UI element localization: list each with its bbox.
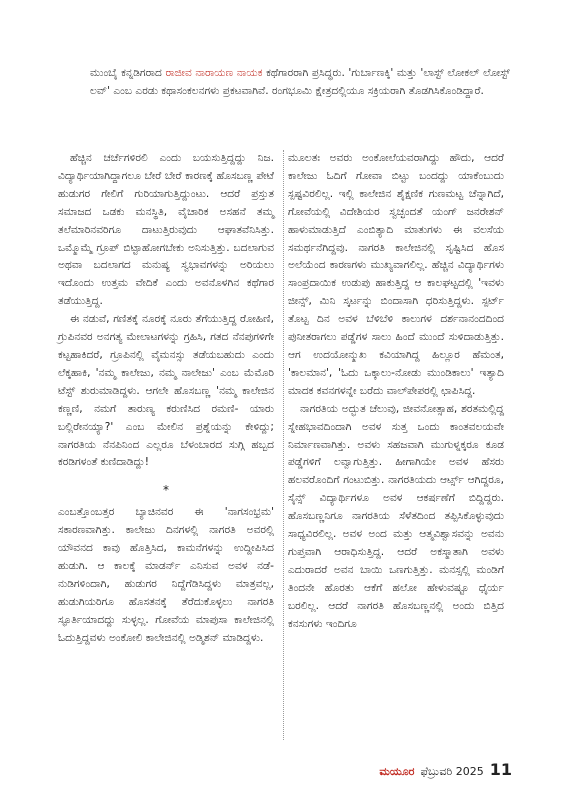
paragraph: ಎಂಬತ್ತೊಂಬತ್ತರ ಬ್ಯಾಚಿನವರ ಈ 'ನಾಗಸಂಭ್ರಮ' ಸಕಾರಣವಾಗಿತ್ತು. ಕಾಲೇಜು ದಿನಗಳಲ್ಲಿ ನಾಗರತಿ ಅವರಲ್ಲಿ ಯೌವನದ ಕಾವು ಹೊತ್ತಿಸಿದ, ಕಾಮನೆಗಳನ್ನು ಉದ್ದೀಪಿಸಿದ ಹುಡುಗಿ. ಆ ಕಾಲಕ್ಕೆ ಮಾಡರ್ನ್ ಎನಿಸುವ ಅವಳ ನಡೆ-ನುಡಿಗಳಿಂದಾಗಿ, ಹುಡುಗರ ನಿದ್ದೆಗೆಡಿಸಿದ್ದಳು ಮಾತ್ರವಲ್ಲ, ಹುಡುಗಿಯರಿಗೂ ಹೊಸತನಕ್ಕೆ ತೆರೆದುಕೊಳ್ಳಲು ನಾಗರತಿ ಸ್ಫೂರ್ತಿಯಾದದ್ದು ಸುಳ್ಳಲ್ಲ. ಗೋವೆಯ ಮಾಪುಸಾ ಕಾಲೇಜಿನಲ್ಲಿ ಓದುತ್ತಿದ್ದವಳು ಅಂಕೋಲಿ ಕಾಲೇಜಿನಲ್ಲಿ ಅಡ್ಮಿಶನ್ ಮಾಡಿದ್ದಳು. (58, 506, 274, 644)
left-column (58, 150, 274, 647)
intro-text-before: ಮುಂಬೈ ಕನ್ನಡಿಗರಾದ (90, 67, 166, 79)
author-name: ರಾಜೀವ ನಾರಾಯಣ ನಾಯಕ (165, 67, 263, 79)
right-column (288, 150, 504, 633)
issue-date: ಫೆಬ್ರುವರಿ 2025 (420, 765, 484, 778)
magazine-logo: ಮಯೂರ (379, 765, 415, 778)
column-divider (283, 150, 284, 740)
paragraph: ಈ ನಡುವೆ, ಗಣಿತಕ್ಕೆ ನೂರಕ್ಕೆ ನೂರು ತೆಗೆಯುತ್ತಿದ್ದ ರೋಹಿಣಿ, ಗ್ರುಪಿನವರ ಅನಗತ್ಯ ಮೇಲಾಟಗಳನ್ನು ಗ್ರಹಿಸಿ, ಗತದ ನೆನಪುಗಳಿಗೇ ಕಟ್ಟಹಾಕಿದರೆ, ಗ್ರೂಪಿನಲ್ಲಿ ವೈಮನಸ್ಸು ತಡೆಯಬಹುದು ಎಂದು ಲೆಕ್ಕಹಾಕಿ, 'ನಮ್ಮ ಕಾಲೇಜು, ನಮ್ಮ ನಾಲೇಜು' ಎಂಬ ಮೆಮೊರಿ ಟೆಸ್ಟ್ ಶುರುಮಾಡಿದ್ದಳು. ಆಗಲೇ ಹೊಸಬಣ್ಣ 'ನಮ್ಮ ಕಾಲೇಜಿನ ಕಣ್ಣಣಿ, ನಮಗೆ ತಾರುಣ್ಯ ಕರುಣಿಸಿದ ರಮಣಿ- ಯಾರು ಬಲ್ಲಿರೇನಯ್ಯಾ?' ಎಂಬ ಮೇಲಿನ ಪ್ರಶ್ನೆಯನ್ನು ಕೇಳಿದ್ದು; ನಾಗರತಿಯ ನೆನಪಿನಿಂದ ಎಲ್ಲರೂ ಬೆಳಂಬಾರದ ಸುಗ್ಗಿ ಹಬ್ಬದ ಕರಡಿಗಳಂತೆ ಕುಣಿದಾಡಿದ್ದು! (58, 313, 274, 469)
intro-text-after: ಕಥೆಗಾರರಾಗಿ ಪ್ರಸಿದ್ಧರು. 'ಗುರ್ಬಾಣಕ್ಕಿ' ಮತ್ತು 'ಲಾಸ್ಟ್ ಲೋಕಲ್ ಲೋಸ್ಟ್ ಲವ್' ಎಂಬ ಎರಡು ಕಥಾಸಂಕಲನಗಳು ಪ್ರಕಟವಾಗಿವೆ. ರಂಗಭೂಮಿ ಕ್ಷೇತ್ರದಲ್ಲಿಯೂ ಸಕ್ರಿಯರಾಗಿ ತೊಡಗಿಸಿಕೊಂಡಿದ್ದಾರೆ. (90, 67, 511, 97)
paragraph: ಮೂಲತಃ ಅವರು ಅಂಕೋಲೆಯವರಾಗಿದ್ದು ಹೌದು, ಆದರೆ ಕಾಲೇಜು ಓದಿಗೆ ಗೋವಾ ಬಿಟ್ಟು ಬಂದದ್ದು ಯಾಕೆಂಬುದು ಸ್ಪಷ್ಟವಿರಲಿಲ್ಲ. ಇಲ್ಲಿ ಕಾಲೇಜಿನ ಶೈಕ್ಷಣಿಕ ಗುಣಮಟ್ಟ ಚೆನ್ನಾಗಿದೆ, ಗೋವೆಯಲ್ಲಿ ವಿದೇಶಿಯರ ಸ್ವಚ್ಛಂದತೆ ಯಂಗ್ ಜನರೇಶನ್ ಹಾಳುಮಾಡುತ್ತಿದೆ ಎಂಬಿತ್ಯಾದಿ ಮಾತುಗಳು ಈ ವಲಸೆಯ ಸಮರ್ಥನೆಗಿದ್ದವು. ನಾಗರತಿ ಕಾಲೇಜಿನಲ್ಲಿ ಸೃಷ್ಟಿಸಿದ ಹೊಸ ಅಲೆಯೆಂದ ಕಾರಣಗಳು ಮುಖ್ಯವಾಗಲಿಲ್ಲ. ಹೆಚ್ಚಿನ ವಿದ್ಯಾರ್ಥಿಗಳು ಸಾಂಪ್ರದಾಯಿಕ ಉಡುಪು ಹಾಕುತ್ತಿದ್ದ ಆ ಕಾಲಘಟ್ಟದಲ್ಲಿ 'ಇವಳು ಜೀನ್ಸ್, ಮಿನಿ ಸ್ಕರ್ಟನ್ನು ಬಿಂದಾಸಾಗಿ ಧರಿಸುತ್ತಿದ್ದಳು. ಸ್ಪರ್ಟ್ ತೊಟ್ಟ ದಿನ ಅವಳ ಬೆಳಿಬೆಳಿ ಕಾಲುಗಳ ದರ್ಶನಾನಂದದಿಂದ ಪುನೀತರಾಗಲು ಪಡ್ಡೆಗಳ ಸಾಲು ಹಿಂದೆ ಮುಂದೆ ಸುಳಿದಾಡುತ್ತಿತ್ತು. ಆಗ ಉದಯೋನ್ಮುಖ ಕವಿಯಾಗಿದ್ದ ಹಿಲ್ಲೂರ ಹೆಮಂತ, 'ಕಾಲಮಾನ', 'ಓದು ಒಕ್ಕಾಲು-ನೋಡು ಮುಂಡಿಕಾಲು' ಇತ್ಯಾದಿ ಮಾದಕ ಕವನಗಳನ್ನೇ ಬರೆದು ವಾಲ್‍ಪೇಪರಲ್ಲಿ ಛಾಪಿಸಿದ್ದ. (288, 152, 504, 397)
paragraph: ನಾಗರತಿಯ ಅದ್ಭುತ ಚೆಲುವು, ಜೀವನೋತ್ಸಾಹ, ಶರತಮಲ್ಲಿದ್ದ ಸ್ನೇಹಭಾವದಿಂದಾಗಿ ಅವಳ ಸುತ್ತ ಒಂದು ಕಾಂತವಲಯವೇ ನಿರ್ಮಾಣವಾಗಿತ್ತು. ಅವಳು ಸಹಜವಾಗಿ ಮುಗುಳ್ನಕ್ಕರೂ ಕೂಡ ಪಡ್ಡೆಗಳಿಗೆ ಲವ್ವಾಗುತ್ತಿತ್ತು. ಹೀಗಾಗಿಯೇ ಅವಳ ಹೆಸರು ಹಲವರೊಂದಿಗೆ ಗಂಟುಬಿತ್ತು. ನಾಗರತಿಯದು ಆರ್ಟ್ಸ್ ಆಗಿದ್ದರೂ, ಸೈನ್ಸ್ ವಿದ್ಯಾರ್ಥಿಗಳೂ ಅವಳ ಆಕರ್ಷಣೆಗೆ ಬಿದ್ದಿದ್ದರು. ಹೊಸಬಣ್ಣನಿಗೂ ನಾಗರತಿಯ ಸೆಳೆತದಿಂದ ತಪ್ಪಿಸಿಕೊಳ್ಳುವುದು ಸಾಧ್ಯವಿರಲಿಲ್ಲ. ಅವಳ ಅಂದ ಮತ್ತು ಆತ್ಮವಿಶ್ವಾಸವನ್ನು ಅವನು ಗುಪ್ತವಾಗಿ ಆರಾಧಿಸುತ್ತಿದ್ದ. ಆದರೆ ಅಕಸ್ಮಾತಾಗಿ ಅವಳು ಎದುರಾದರೆ ಅವನ ಬಾಯಿ ಒಣಗುತ್ತಿತ್ತು. ಮನಸ್ಸಲ್ಲಿ ಮಂಡಿಗೆ ತಿಂದನೇ ಹೊರತು ಆಕೆಗೆ ಹಲೋ ಹೇಳುವಷ್ಟೂ ಧೈರ್ಯ ಬರಲಿಲ್ಲ. ಆದರೆ ನಾಗರತಿ ಹೊಸಬಣ್ಣನಲ್ಲಿ ಅಂದು ಬಿತ್ತಿದ ಕನಸುಗಳು ಇಂದಿಗೂ (288, 402, 504, 630)
page-footer (379, 760, 512, 779)
page-number: 11 (489, 760, 512, 779)
paragraph: ಹೆಚ್ಚಿನ ಚರ್ಚೆಗಳಿರಲಿ ಎಂದು ಬಯಸುತ್ತಿದ್ದದ್ದು ನಿಜ. ವಿದ್ಯಾರ್ಥಿಯಾಗಿದ್ದಾಗಲೂ ಬೇರೆ ಬೇರೆ ಕಾರಣಕ್ಕೆ ಹೊಸಬಣ್ಣ ಪೇಟೆ ಹುಡುಗರ ಗೇಲಿಗೆ ಗುರಿಯಾಗುತ್ತಿದ್ದುಂಟು. ಆದರೆ ಪ್ರಸ್ತುತ ಸಮಾಜದ ಒಡಕು ಮನಸ್ಥಿತಿ, ವೈಚಾರಿಕ ಅಸಹನೆ ತಮ್ಮ ತಲೆಮಾರಿನವರಿಗೂ ದಾಟುತ್ತಿರುವುದು ಆಘಾತವೆನಿಸಿತ್ತು. ಒಮ್ಮೊಮ್ಮೆ ಗ್ರೂಪ್ ಬಿಟ್ಟಾಹೋಗಬೇಕು ಅನಿಸುತ್ತಿತ್ತು. ಬದಲಾಗುವ ಅಥವಾ ಬದಲಾಗದ ಮನುಷ್ಯ ಸ್ವಭಾವಗಳನ್ನು ಅರಿಯಲು ಇದೊಂದು ಉತ್ತಮ ವೇದಿಕೆ ಎಂದು ಅವನೊಳಗಿನ ಕಥೆಗಾರ ತಡೆಯುತ್ತಿದ್ದ. (58, 152, 274, 308)
author-intro (90, 64, 510, 100)
section-separator: * (163, 483, 169, 498)
